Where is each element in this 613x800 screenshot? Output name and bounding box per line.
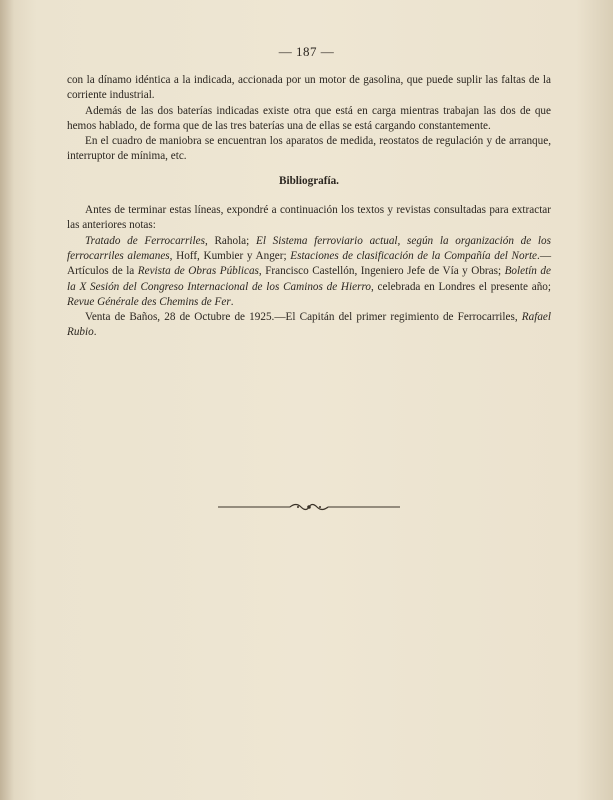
bib-title-boletin: Boletín de la X Sesión del Congreso Internacional de los Caminos de Hierro	[67, 265, 551, 293]
bib-text-5: , celebrada en Londres el presente año;	[370, 280, 551, 293]
bib-text-6: .	[230, 295, 234, 308]
page-number: — 187 —	[278, 44, 335, 59]
bib-text-2: , Hoff, Kumbier y Anger;	[169, 249, 291, 262]
bib-text-3: .—Artículos de la	[67, 249, 552, 278]
bib-title-tratado: Tratado de Ferrocarriles	[85, 234, 205, 247]
bib-title-revue: Revue Générale des Chemins de Fer	[67, 295, 231, 308]
spine-shadow	[0, 0, 14, 800]
bib-text-1: , Rahola;	[204, 234, 256, 247]
author-signature: Rafael Rubio	[67, 311, 551, 339]
bib-title-estaciones: Estaciones de clasificación de la Compañía del Norte	[290, 249, 538, 262]
ornament-divider-icon	[218, 499, 400, 515]
paragraph-3: En el cuadro de maniobra se encuentran los aparatos de medida, reostatos de regulación y de arranque, interruptor de mínima, etc.	[67, 135, 551, 163]
bibliography-entries	[67, 234, 551, 310]
bibliography-intro: Antes de terminar estas líneas, expondré a continuación los textos y revistas consultadas para extractar las anteriores notas:	[67, 204, 551, 232]
bibliography-heading: Bibliografía.	[279, 174, 339, 187]
paragraph-2: Además de las dos baterías indicadas existe otra que está en carga mientras trabajan las dos de que hemos hablado, de forma que de las tres baterías una de ellas se está cargando constantemente.	[67, 104, 551, 132]
bib-title-revista: Revista de Obras Públicas	[137, 265, 259, 278]
closing-text: Venta de Baños, 28 de Octubre de 1925.—El Capitán del primer regimiento de Ferrocarriles,	[85, 311, 522, 324]
body-text	[67, 73, 551, 341]
bib-title-sistema: El Sistema ferroviario actual, según la organización de los ferrocarriles alemanes	[67, 234, 551, 262]
bib-text-4: , Francisco Castellón, Ingeniero Jefe de Vía y Obras;	[258, 265, 505, 278]
closing-end: .	[93, 326, 97, 339]
closing-paragraph	[67, 310, 551, 341]
paragraph-1: con la dínamo idéntica a la indicada, accionada por un motor de gasolina, que puede suplir las faltas de la corriente industrial.	[67, 74, 551, 102]
